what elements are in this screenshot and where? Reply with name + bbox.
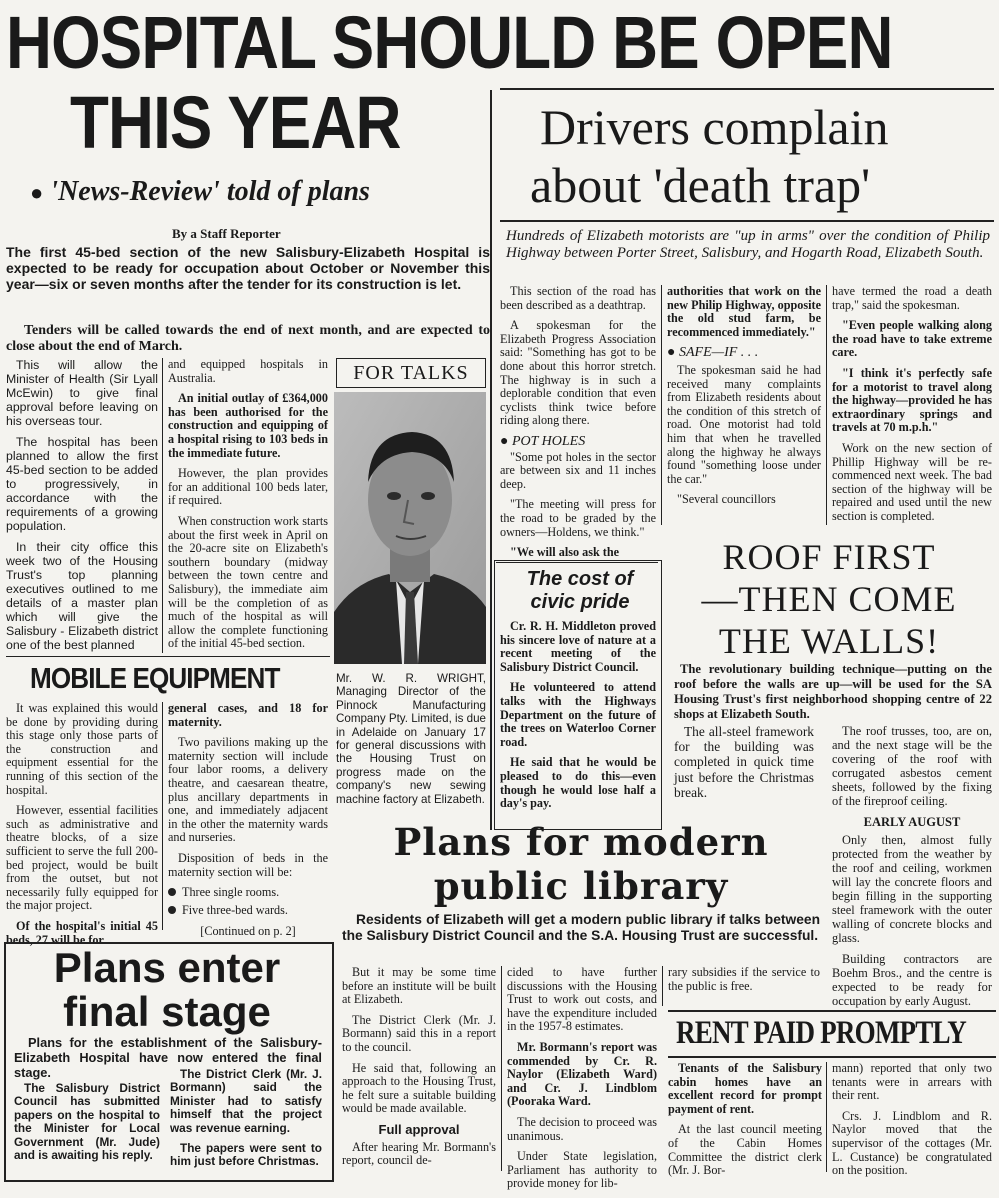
final-col1 <box>14 1082 160 1169</box>
paragraph: The papers were sent to him just before Christmas. <box>170 1141 322 1169</box>
paragraph: Disposition of beds in the maternity section will be: <box>168 850 328 879</box>
paragraph: Two pavilions making up the maternity section will include four labor rooms, a delivery theatre, and caesarean theatre, plus ancillary departments in one, and immediately adjacent in the other the maternity wards and nurseries. <box>168 735 328 845</box>
mobile-col2 <box>168 702 328 939</box>
paragraph: The spokesman said he had received many complaints from Elizabeth residents about the condition of this stretch of road. One motorist had told him that when he travelled along the highway he always found "something loose under the car." <box>667 362 821 486</box>
paragraph: have termed the road a death trap," said the spokesman. <box>832 284 992 312</box>
drivers-col2 <box>667 285 821 514</box>
byline: By a Staff Reporter <box>172 226 281 241</box>
paragraph: general cases, and 18 for maternity. <box>168 701 328 729</box>
subhead-text: SAFE—IF . . . <box>678 345 759 361</box>
final-headline-line1: Plans enter <box>53 944 281 991</box>
drivers-box <box>500 88 994 222</box>
paragraph: Cr. R. H. Middleton proved his sincere love of nature at a recent meeting of the Salisbury District Council. <box>500 619 656 674</box>
paragraph: The all-steel framework for the building was completed in quick time just before the Christmas break. <box>674 724 814 800</box>
library-headline-line2: public library <box>433 864 729 908</box>
paragraph: He said that, following an approach to the Housing Trust, he felt sure a suitable building would be made available. <box>342 1060 496 1116</box>
paragraph: Tenants of the Salisbury cabin homes have an excellent record for prompt payment of rent. <box>668 1061 822 1116</box>
paragraph: However, the plan provides for an additional 100 beds later, if required. <box>168 466 328 508</box>
paragraph: However, essential facilities such as administrative and theatre blocks, of a size sufficient to serve the full 200-bed project, would be built from the outset, but not necessarily fully equipped for the major project. <box>6 803 158 913</box>
mobile-equipment-head: MOBILE EQUIPMENT <box>30 663 280 695</box>
paragraph: He volunteered to attend talks with the Highways Department on the future of the trees on Waterloo Corner road. <box>500 680 656 749</box>
pot-holes-subhead <box>500 435 656 449</box>
column-rule <box>162 358 163 653</box>
final-col2 <box>170 1068 322 1176</box>
paragraph: and equipped hospitals in Australia. <box>168 357 328 385</box>
roof-col2 <box>832 724 992 1015</box>
paragraph: At the last council meeting of the Cabin Homes Committee the district clerk (Mr. J. Bor- <box>668 1122 822 1178</box>
drivers-headline-line2: about 'death trap' <box>530 157 871 213</box>
drivers-col1 <box>500 285 656 567</box>
roof-col1 <box>674 724 814 807</box>
paragraph: cided to have further discussions with the Housing Trust to work out costs, and have the expenditure included in the 1957-8 estimates. <box>507 965 657 1034</box>
bullet-item <box>168 904 328 918</box>
rent-col1 <box>668 1062 822 1185</box>
hospital-lead: The first 45-bed section of the new Salisbury-Elizabeth Hospital is expected to be ready for occupation about October or November this year—six or seven months after the tender for its construction is let. <box>6 244 490 292</box>
roof-headline-line1: ROOF FIRST <box>722 537 936 577</box>
drivers-headline-line1: Drivers complain <box>540 99 889 155</box>
final-stage-headline <box>6 946 328 1034</box>
paragraph: Building contractors are Boehm Bros., and the centre is expected to be ready for occupation by early August. <box>832 952 992 1008</box>
subhead-text: POT HOLES <box>511 433 586 449</box>
paragraph: "Even people walking along the road have to take extreme care. <box>832 318 992 360</box>
paragraph: An initial outlay of £364,000 has been authorised for the construction and equipping of a hospital rising to 103 beds in the immediate future. <box>168 391 328 460</box>
final-stage-lead: Plans for the establishment of the Salisbury-Elizabeth Hospital have now entered the final stage. <box>14 1035 322 1080</box>
paragraph: The roof trusses, too, are on, and the next stage will be the covering of the roof with corrugated asbestos cement sheets, followed by the fixing of the fireproof ceiling. <box>832 724 992 808</box>
library-lead: Residents of Elizabeth will get a modern public library if talks between the Salisbury District Council and the S.A. Housing Trust are successful. <box>342 912 820 943</box>
bullet-icon: ● <box>30 180 44 205</box>
bullet-text: Five three-bed wards. <box>182 902 288 917</box>
rule <box>6 656 330 657</box>
paragraph: Only then, almost fully protected from the weather by the roof and ceiling, workmen will lay the concrete floors and begin filling in the supporting steel framework with the outer walling of concrete blocks and glass. <box>832 833 992 945</box>
library-headline-line1: Plans for modern <box>393 820 769 864</box>
roof-headline <box>664 536 994 662</box>
bullet-icon: ● <box>500 433 509 449</box>
subhead-text: 'News-Review' told of plans <box>50 176 370 207</box>
drivers-intro: Hundreds of Elizabeth motorists are "up in arms" over the condition of Philip Highway between Porter Street, Salisbury, and Hogarth Road, Elizabeth South. <box>506 228 990 261</box>
column-rule <box>826 1062 827 1172</box>
library-headline <box>346 820 816 908</box>
paragraph: The hospital has been planned to allow the first 45-bed section to be added to progressively, in accordance with the requirements of a growing population. <box>6 435 158 533</box>
portrait-image <box>334 392 486 664</box>
portrait-photo <box>334 392 486 664</box>
paragraph: Mr. Bormann's report was commended by Cr. R. Naylor (Elizabeth Ward) and Cr. J. Lindblom (Pooraka Ward. <box>507 1039 657 1109</box>
paragraph: The decision to proceed was unanimous. <box>507 1114 657 1143</box>
for-talks-label: FOR TALKS <box>336 358 486 388</box>
bullet-item <box>168 886 328 900</box>
paragraph: rary subsidies if the service to the public is free. <box>668 965 820 993</box>
paragraph: The District Clerk (Mr. J. Bormann) said the Minister had to satisfy himself that the project was revenue earning. <box>170 1067 322 1135</box>
column-rule <box>826 285 827 525</box>
paragraph: The Salisbury District Council has submitted papers on the hospital to the Minister for Local Government (Mr. Jude) and is awaiting his reply. <box>14 1081 160 1163</box>
final-headline-line2: final stage <box>63 988 271 1035</box>
rent-col2 <box>832 1062 992 1185</box>
library-col3 <box>668 966 820 1000</box>
civic-headline: The cost of civic pride <box>526 568 634 613</box>
paragraph: "We will also ask the <box>510 545 620 560</box>
hospital-lead2: Tenders will be called towards the end of next month, and are expected to close about the end of March. <box>6 323 490 354</box>
bullet-icon <box>168 888 176 896</box>
hospital-headline-line1: HOSPITAL SHOULD BE OPEN <box>6 1 893 84</box>
paragraph: This section of the road has been described as a deathtrap. <box>500 284 656 312</box>
continued-link[interactable]: [Continued on p. 2] <box>200 924 296 939</box>
paragraph: But it may be some time before an institute will be built at Elizabeth. <box>342 965 496 1007</box>
paragraph: He said that he would be pleased to do this—even though he would lose half a day's pay. <box>500 755 656 811</box>
paragraph: "I think it's perfectly safe for a motorist to travel along the highway—provided he has extraordinary springs and travels at 70 m.p.h." <box>832 365 992 435</box>
bullet-icon: ● <box>667 345 676 361</box>
paragraph: Under State legislation, Parliament has authority to provide money for lib- <box>507 1149 657 1191</box>
rent-headline: RENT PAID PROMPTLY <box>676 1015 966 1051</box>
hospital-headline-line2: THIS YEAR <box>70 81 401 164</box>
roof-headline-line3: THE WALLS! <box>718 621 940 661</box>
paragraph: "Several councillors <box>677 492 776 507</box>
photo-caption: Mr. W. R. WRIGHT, Managing Director of the Pinnock Manufacturing Company Pty. Limited, is due in Adelaide on January 17 for general discussions with the Housing Trust on progress made on the company's new sewing machine factory at Elizabeth. <box>336 672 486 806</box>
column-rule <box>662 966 663 1006</box>
drivers-col3 <box>832 285 992 531</box>
paragraph: mann) reported that only two tenants were in arrears with their rent. <box>832 1061 992 1103</box>
paragraph: When construction work starts about the first week in April on the 20-acre site on Elizabeth's southern boundary (midway between the town centre and Salisbury), the immediate aim will be the completion of as much of the hospital as will allow the complete functioning of the initial 45-bed section. <box>168 513 328 651</box>
paragraph: In their city office this week two of the Housing Trust's top planning executives outlined to me details of a master plan which will give the Salisbury - Elizabeth district one of the best planned <box>6 540 158 652</box>
paragraph: A spokesman for the Elizabeth Progress Association said: "Something has got to be done about this horror stretch. The highway is in such a deplorable condition that even cyclists think twice before riding along there. <box>500 318 656 428</box>
hospital-col2 <box>168 358 328 658</box>
roof-lead: The revolutionary building technique—putting on the roof before the walls are up—will be used for the SA Housing Trust's first neighborhood shopping centre of 22 shops at Elizabeth South. <box>674 662 992 721</box>
paragraph: authorities that work on the new Philip Highway, opposite the old stud farm, be recommenced immediately." <box>667 284 821 339</box>
roof-headline-line2: —THEN COME <box>701 579 957 619</box>
early-august-subhead: EARLY AUGUST <box>863 815 961 829</box>
full-approval-subhead: Full approval <box>378 1121 460 1137</box>
library-col1 <box>342 966 496 1175</box>
paragraph: After hearing Mr. Bormann's report, council de- <box>342 1139 496 1168</box>
paragraph: Of the hospital's initial 45 beds, 27 will be for <box>6 918 158 947</box>
hospital-subhead <box>30 176 370 208</box>
column-rule <box>661 285 662 525</box>
paragraph: Crs. J. Lindblom and R. Naylor moved that the supervisor of the cottages (Mr. L. Custance) be congratulated on the position. <box>832 1108 992 1178</box>
library-col2 <box>507 966 657 1198</box>
paragraph: "The meeting will press for the road to be graded by the owners—Holdens, we think." <box>500 497 656 539</box>
paragraph: This will allow the Minister of Health (Sir Lyall McEwin) to give final approval before leaving on his overseas tour. <box>6 358 158 428</box>
bullet-text: Three single rooms. <box>182 885 280 900</box>
column-rule <box>501 966 502 1171</box>
mobile-col1 <box>6 702 158 954</box>
civic-box <box>494 560 662 830</box>
paragraph: Work on the new section of Phillip Highway will be re-commenced next week. The bad section of the highway will be repaired and used until the new section is completed. <box>832 440 992 523</box>
paragraph: The District Clerk (Mr. J. Bormann) said this in a report to the council. <box>342 1012 496 1054</box>
column-rule <box>162 702 163 930</box>
hospital-col1 <box>6 358 158 659</box>
paragraph: It was explained this would be done by providing during this stage only those parts of the construction and equipment essential for the running of this section of the hospital. <box>6 701 158 797</box>
column-rule <box>490 90 492 830</box>
bullet-icon <box>168 906 176 914</box>
paragraph: "Some pot holes in the sector are between six and 11 inches deep. <box>500 449 656 491</box>
safe-subhead <box>667 346 821 360</box>
